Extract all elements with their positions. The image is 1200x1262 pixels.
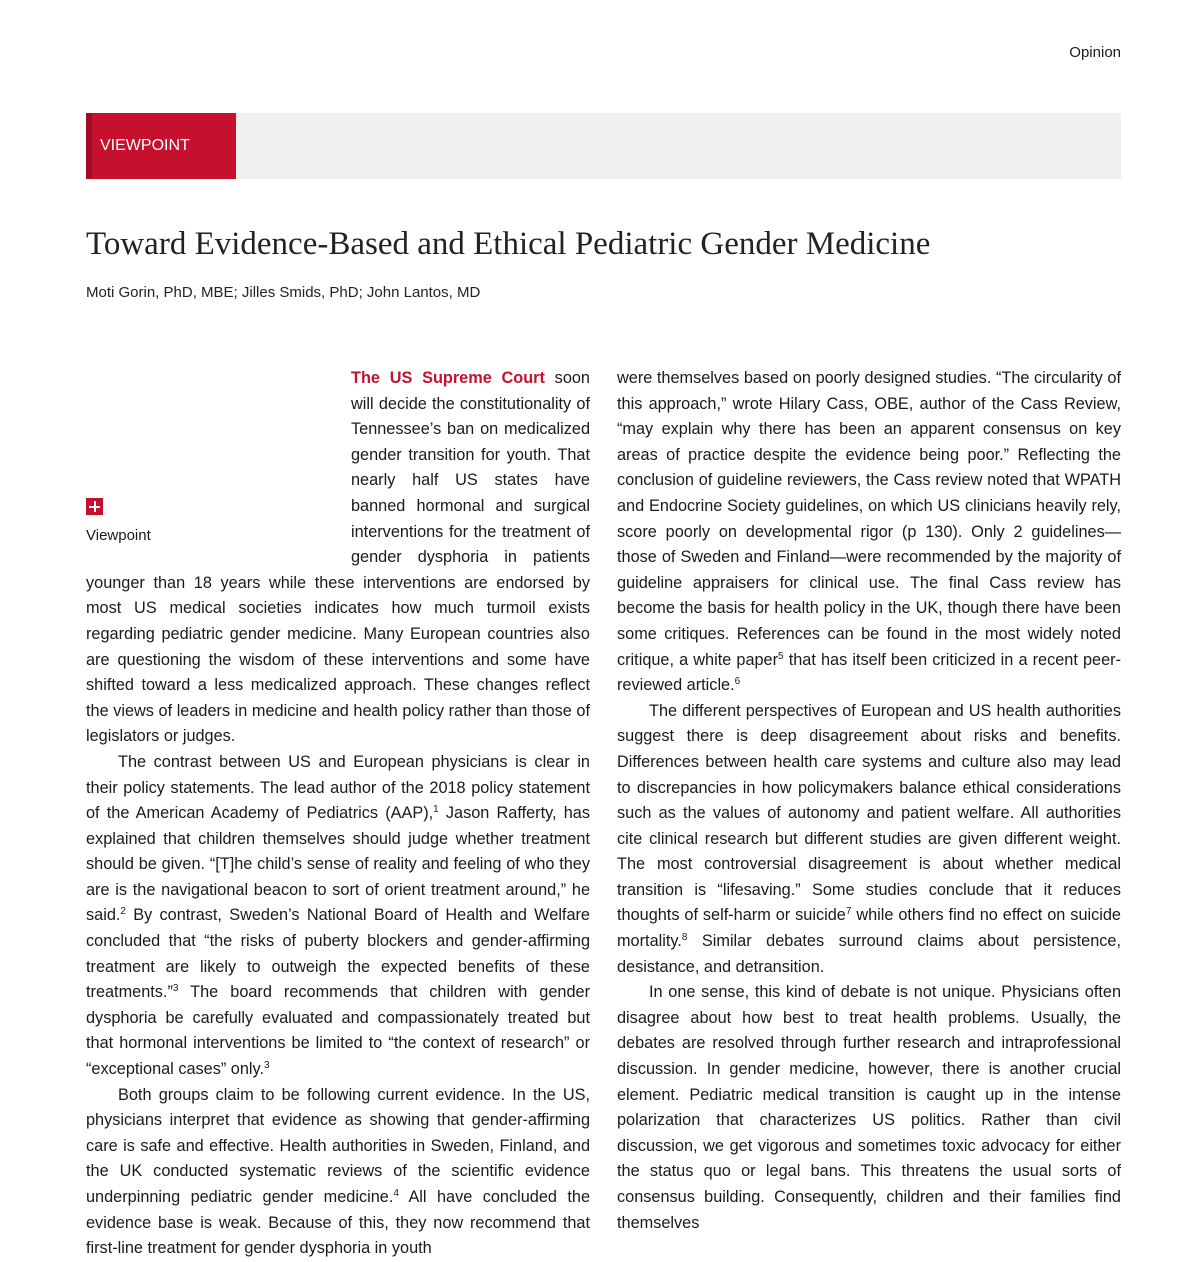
reference-marker: 7 [845,906,852,918]
viewpoint-inset-label: Viewpoint [86,527,151,544]
paragraph: The contrast between US and European physicians is clear in their policy statements. The lead author of the 2018 policy statement of the American Academy of Pediatrics (AAP),$^1$ Jason Rafferty, has explained that children themselves should judge whether treatment should be given. “[T]he child’s sense of reality and feeling of who they are is the navigational beacon to sort of orient treatment around,” he said.$^2$ By contrast, Sweden’s National Board of Health and Welfare concluded that “the risks of puberty blockers and gender-affirming treatment are likely to outweigh the expected benefits of these treatments.”$^3$ The board recommends that children with gender dysphoria be carefully evaluated and compassionately treated but that hormonal interventions be limited to “the context of research” or “exceptional cases” only.$^3$ [86,752,590,1079]
reference-marker: 2 [120,906,126,918]
left-column [86,366,590,1258]
article-title: Toward Evidence-Based and Ethical Pediatric Gender Medicine [86,226,931,262]
reference-marker: 3 [172,983,179,995]
article-type-banner [86,113,1121,179]
reference-marker: 8 [681,932,688,944]
paragraph: were themselves based on poorly designed studies. “The circularity of this approach,” wrote Hilary Cass, OBE, author of the Cass Review, “may explain why there has been an apparent consensus on key areas of practice despite the evidence being poor.” Reflecting the conclusion of guideline reviewers, the Cass review noted that WPATH and Endocrine Society guidelines, on which US clinicians heavily rely, score poorly on developmental rigor (p 130). Only 2 guidelines—those of Sweden and Finland—were recommended by the majority of guideline appraisers for clinical use. The final Cass review has become the basis for health policy in the UK, though there have been some critiques. References can be found in the most widely noted critique, a white paper$^5$ that has itself been criticized in a recent peer-reviewed article.$^6$ [617,369,1121,695]
article-type-tag: VIEWPOINT [86,113,236,179]
paragraph: The US Supreme Court soon will decide the constitutionality of Tennessee’s ban on medicalized gender transition for youth. That nearly half US states have banned hormonal and surgical interventions for the treatment of gender dysphoria in patients younger than 18 years while these interventions are endorsed by most US medical societies indicates how much turmoil exists regarding pediatric gender medicine. Many European countries also are questioning the wisdom of these interventions and some have shifted toward a less medicalized approach. These changes reflect the views of leaders in medicine and health policy rather than those of legislators or judges. [86,369,590,746]
reference-marker: 6 [734,676,741,688]
viewpoint-inset [86,468,351,570]
reference-marker: 4 [393,1188,399,1199]
plus-icon[interactable] [86,498,103,515]
reference-marker: 3 [263,1060,270,1072]
lead-in: The US Supreme Court [351,369,545,387]
right-column [617,366,1121,1232]
reference-marker: 1 [433,804,439,816]
paragraph: The different perspectives of European and US health authorities suggest there is deep disagreement about risks and benefits. Differences between health care systems and culture also may lead to discrepancies in how policymakers balance ethical considerations such as the values of autonomy and patient welfare. All authorities cite clinical research but different studies are given different weight. The most controversial disagreement is about whether medical transition is “lifesaving.” Some studies conclude that it reduces thoughts of self-harm or suicide$^7$ while others find no effect on suicide mortality.$^8$ Similar debates surround claims about persistence, desistance, and detransition. [617,701,1121,976]
section-label: Opinion [1069,44,1121,61]
author-list: Moti Gorin, PhD, MBE; Jilles Smids, PhD; John Lantos, MD [86,284,481,301]
reference-marker: 5 [778,650,784,662]
paragraph: Both groups claim to be following current evidence. In the US, physicians interpret that evidence as showing that gender-affirming care is safe and effective. Health authorities in Sweden, Finland, and the UK conducted systematic reviews of the scientific evidence underpinning pediatric gender medicine.$^4$ All have concluded the evidence base is weak. Because of this, they now recommend that first-line treatment for gender dysphoria in youth [86,1085,590,1258]
paragraph: In one sense, this kind of debate is not unique. Physicians often disagree about how best to treat health problems. Usually, the debates are resolved through further research and intraprofessional discussion. In gender medicine, however, there is another crucial element. Pediatric medical transition is caught up in the intense polarization that characterizes US politics. Rather than civil discussion, we get vigorous and sometimes toxic advocacy for either the status quo or legal bans. This threatens the usual sorts of consensus building. Consequently, children and their families find themselves [617,983,1121,1232]
